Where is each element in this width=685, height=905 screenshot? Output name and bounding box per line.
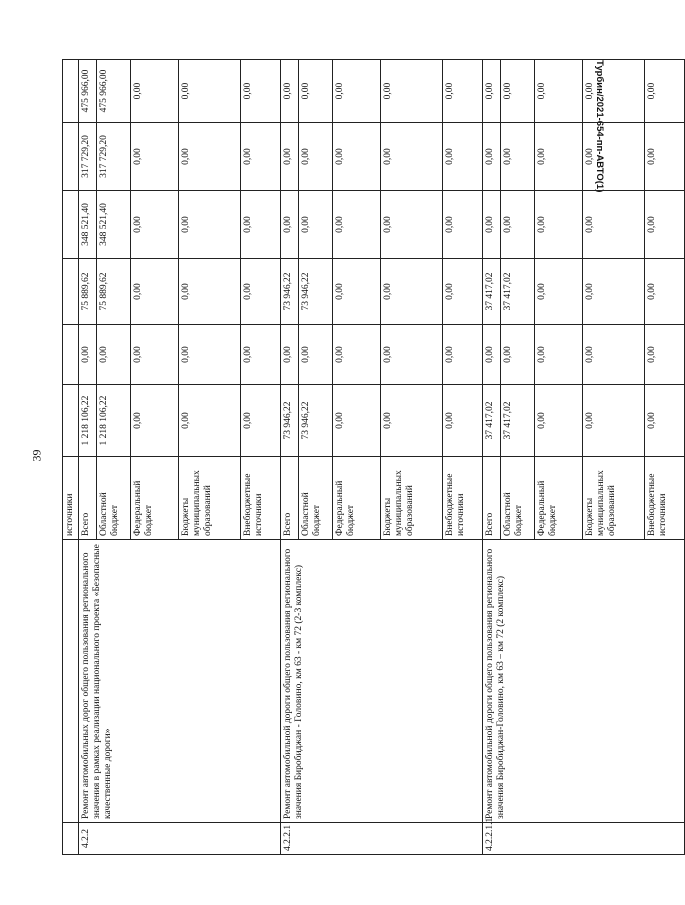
amount-cell: 0,00 — [380, 325, 442, 385]
continuation-row — [63, 60, 79, 855]
amount-cell: 0,00 — [130, 60, 178, 123]
funding-source: Внебюджетные источники — [240, 457, 280, 540]
amount-cell: 0,00 — [534, 259, 582, 325]
funding-source: Федеральный бюджет — [130, 457, 178, 540]
amount-cell: 0,00 — [332, 60, 380, 123]
amount-cell: 0,00 — [582, 123, 644, 191]
table-cell — [63, 385, 79, 457]
amount-cell: 0,00 — [582, 191, 644, 259]
amount-cell: 0,00 — [280, 191, 298, 259]
table-cell — [63, 60, 79, 123]
amount-cell: 0,00 — [332, 191, 380, 259]
amount-cell: 0,00 — [442, 191, 482, 259]
amount-cell: 0,00 — [78, 325, 96, 385]
amount-cell: 0,00 — [178, 259, 240, 325]
funding-source: Областной бюджет — [298, 457, 332, 540]
funding-source: Федеральный бюджет — [534, 457, 582, 540]
amount-cell: 0,00 — [280, 325, 298, 385]
amount-cell: 0,00 — [380, 385, 442, 457]
amount-cell: 0,00 — [178, 123, 240, 191]
amount-cell: 0,00 — [178, 191, 240, 259]
amount-cell: 0,00 — [96, 325, 130, 385]
amount-cell: 37 417,02 — [500, 385, 534, 457]
amount-cell: 0,00 — [130, 385, 178, 457]
amount-cell: 0,00 — [442, 60, 482, 123]
funding-source: Бюджеты муниципальных образований — [178, 457, 240, 540]
page-number: 39 — [29, 449, 44, 462]
amount-cell: 0,00 — [644, 60, 684, 123]
amount-cell: 0,00 — [280, 60, 298, 123]
table-row — [280, 60, 298, 855]
amount-cell: 0,00 — [500, 123, 534, 191]
amount-cell: 0,00 — [298, 123, 332, 191]
amount-cell: 0,00 — [582, 259, 644, 325]
amount-cell: 0,00 — [130, 123, 178, 191]
amount-cell: 0,00 — [332, 123, 380, 191]
amount-cell: 73 946,22 — [298, 259, 332, 325]
amount-cell: 0,00 — [240, 191, 280, 259]
amount-cell: 0,00 — [442, 259, 482, 325]
amount-cell: 0,00 — [280, 123, 298, 191]
table-row — [482, 60, 500, 855]
amount-cell: 0,00 — [482, 325, 500, 385]
amount-cell: 0,00 — [534, 123, 582, 191]
amount-cell: 73 946,22 — [280, 385, 298, 457]
amount-cell: 0,00 — [500, 325, 534, 385]
amount-cell: 475 966,00 — [78, 60, 96, 123]
amount-cell: 0,00 — [298, 191, 332, 259]
amount-cell: 0,00 — [534, 385, 582, 457]
amount-cell: 0,00 — [380, 259, 442, 325]
amount-cell: 0,00 — [482, 123, 500, 191]
amount-cell: 1 218 106,22 — [78, 385, 96, 457]
amount-cell: 0,00 — [482, 191, 500, 259]
item-code: 4.2.2.1.1 — [482, 823, 684, 855]
document-code: Турбин/2021-654-пп-АВТО(1) — [594, 60, 605, 193]
amount-cell: 1 218 106,22 — [96, 385, 130, 457]
amount-cell: 0,00 — [644, 191, 684, 259]
funding-source: Всего — [78, 457, 96, 540]
amount-cell: 0,00 — [130, 325, 178, 385]
amount-cell: 0,00 — [442, 385, 482, 457]
table-row — [78, 60, 96, 855]
amount-cell: 348 521,40 — [96, 191, 130, 259]
amount-cell: 0,00 — [644, 259, 684, 325]
table-cell — [63, 540, 79, 823]
item-name: Ремонт автомобильной дороги общего пользования регионального значения Биробиджан-Головино, км 63 – км 72 (2 комплекс) — [482, 540, 684, 823]
table-cell — [63, 823, 79, 855]
amount-cell: 0,00 — [380, 191, 442, 259]
amount-cell: 0,00 — [482, 60, 500, 123]
amount-cell: 0,00 — [582, 385, 644, 457]
amount-cell: 0,00 — [240, 123, 280, 191]
amount-cell: 0,00 — [178, 60, 240, 123]
funding-source: Областной бюджет — [96, 457, 130, 540]
amount-cell: 0,00 — [178, 325, 240, 385]
amount-cell: 0,00 — [240, 325, 280, 385]
amount-cell: 0,00 — [240, 385, 280, 457]
amount-cell: 0,00 — [644, 385, 684, 457]
amount-cell: 0,00 — [582, 60, 644, 123]
amount-cell: 0,00 — [582, 325, 644, 385]
funding-source: Бюджеты муниципальных образований — [582, 457, 644, 540]
amount-cell: 0,00 — [332, 259, 380, 325]
amount-cell: 0,00 — [442, 123, 482, 191]
amount-cell: 348 521,40 — [78, 191, 96, 259]
amount-cell: 0,00 — [644, 325, 684, 385]
amount-cell: 37 417,02 — [482, 259, 500, 325]
funding-source: Внебюджетные источники — [644, 457, 684, 540]
item-name: Ремонт автомобильных дорог общего пользования регионального значения в рамках реализации национального проекта «Безопасные качественные дороги» — [78, 540, 280, 823]
amount-cell: 0,00 — [534, 60, 582, 123]
amount-cell: 75 889,62 — [78, 259, 96, 325]
amount-cell: 0,00 — [298, 60, 332, 123]
table-cell — [63, 191, 79, 259]
amount-cell: 0,00 — [178, 385, 240, 457]
table-cell — [63, 259, 79, 325]
amount-cell: 317 729,20 — [78, 123, 96, 191]
funding-source: Внебюджетные источники — [442, 457, 482, 540]
amount-cell: 0,00 — [380, 123, 442, 191]
amount-cell: 0,00 — [534, 325, 582, 385]
amount-cell: 0,00 — [240, 259, 280, 325]
item-code: 4.2.2.1 — [280, 823, 482, 855]
funding-source: Федеральный бюджет — [332, 457, 380, 540]
amount-cell: 0,00 — [130, 191, 178, 259]
header-continuation: источники — [63, 457, 79, 540]
budget-table-container — [62, 60, 668, 855]
amount-cell: 0,00 — [298, 325, 332, 385]
funding-source: Всего — [482, 457, 500, 540]
table-cell — [63, 325, 79, 385]
amount-cell: 0,00 — [644, 123, 684, 191]
amount-cell: 37 417,02 — [482, 385, 500, 457]
amount-cell: 0,00 — [332, 325, 380, 385]
amount-cell: 75 889,62 — [96, 259, 130, 325]
funding-source: Бюджеты муниципальных образований — [380, 457, 442, 540]
amount-cell: 0,00 — [500, 191, 534, 259]
funding-source: Областной бюджет — [500, 457, 534, 540]
amount-cell: 0,00 — [442, 325, 482, 385]
amount-cell: 0,00 — [500, 60, 534, 123]
amount-cell: 0,00 — [380, 60, 442, 123]
amount-cell: 475 966,00 — [96, 60, 130, 123]
item-code: 4.2.2 — [78, 823, 280, 855]
amount-cell: 317 729,20 — [96, 123, 130, 191]
amount-cell: 73 946,22 — [298, 385, 332, 457]
funding-source: Всего — [280, 457, 298, 540]
budget-table — [62, 59, 685, 855]
amount-cell: 0,00 — [534, 191, 582, 259]
amount-cell: 73 946,22 — [280, 259, 298, 325]
amount-cell: 0,00 — [240, 60, 280, 123]
amount-cell: 37 417,02 — [500, 259, 534, 325]
table-cell — [63, 123, 79, 191]
amount-cell: 0,00 — [332, 385, 380, 457]
amount-cell: 0,00 — [130, 259, 178, 325]
item-name: Ремонт автомобильной дороги общего пользования регионального значения Биробиджан - Головино, км 63 - км 72 (2-3 комплекс) — [280, 540, 482, 823]
